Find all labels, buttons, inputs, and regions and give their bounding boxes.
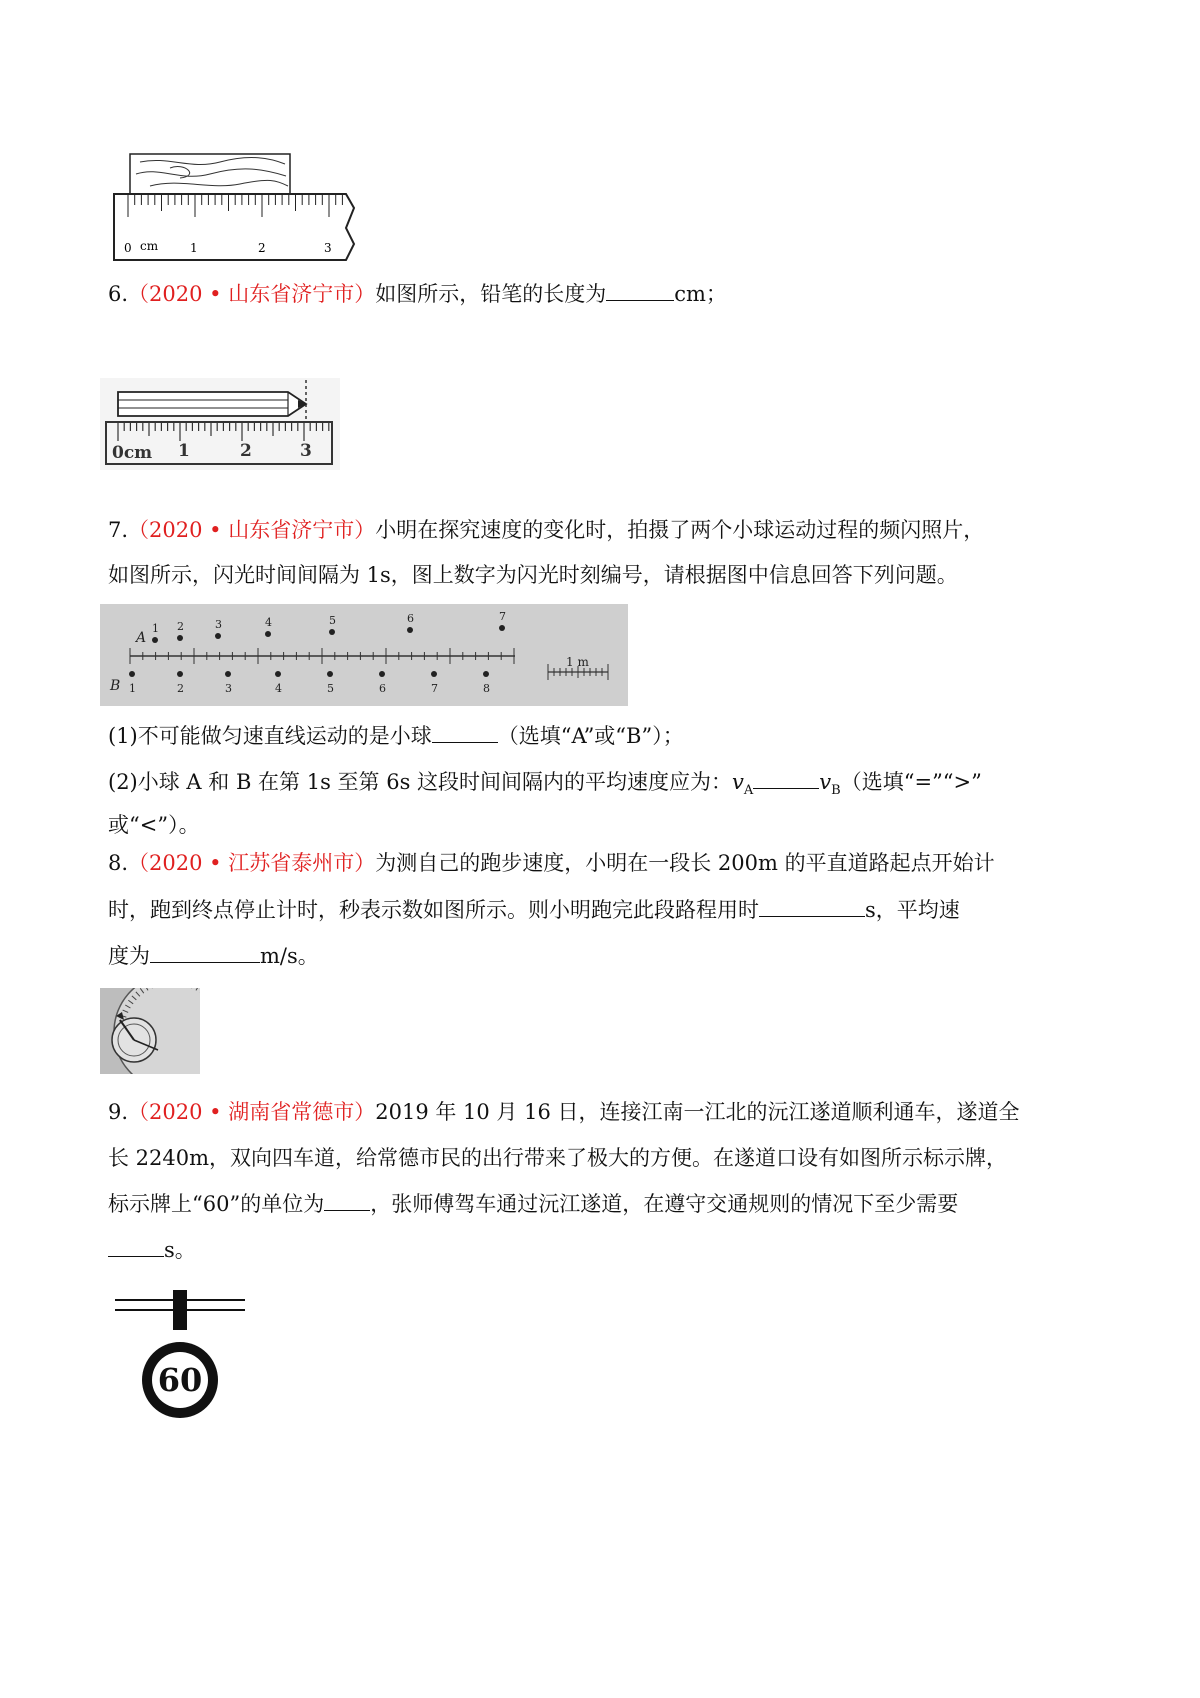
q9-line3: [108, 1188, 958, 1219]
stopwatch-figure: [100, 988, 200, 1074]
q7-text-2: 如图所示，闪光时间间隔为 1s，图上数字为闪光时刻编号，请根据图中信息回答下列问题。: [108, 563, 958, 587]
ball-a-position: [152, 637, 158, 643]
q7-sub1-text: (1)不可能做匀速直线运动的是小球: [108, 724, 432, 748]
q7-source: （2020 • 山东省济宁市）: [128, 518, 376, 542]
ball-b-number: 4: [275, 682, 282, 695]
q9-time-blank[interactable]: [108, 1234, 164, 1257]
q6-unit: cm；: [674, 282, 727, 306]
ball-b-position: [275, 671, 281, 677]
ball-b-position: [483, 671, 489, 677]
ball-b-position: [129, 671, 135, 677]
ball-b-position: [431, 671, 437, 677]
q6-text: 如图所示，铅笔的长度为: [375, 282, 607, 306]
ball-a-number: 6: [407, 612, 414, 625]
q6-source: （2020 • 山东省济宁市）: [128, 282, 376, 306]
q7-sub2-text: (2)小球 A 和 B 在第 1s 至第 6s 这段时间间隔内的平均速度应为：: [108, 770, 733, 794]
speed-limit-value: 60: [157, 1361, 203, 1399]
q8-text-2: 时，跑到终点停止计时，秒表示数如图所示。则小明跑完此段路程用时: [108, 898, 759, 922]
ruler2-label-0cm: 0cm: [112, 443, 153, 463]
ball-b-number: 7: [431, 682, 438, 695]
ball-a-label: A: [136, 630, 147, 646]
ball-b-number: 1: [129, 682, 136, 695]
ball-a-number: 4: [265, 616, 272, 629]
ball-a-number: 2: [177, 620, 184, 633]
q6-answer-blank[interactable]: [606, 278, 674, 301]
q7-sub1-blank[interactable]: [432, 720, 498, 743]
q8-line3: [108, 940, 319, 971]
ball-b-label: B: [110, 678, 121, 694]
pencil-ruler-figure: [100, 378, 340, 470]
q9-source: （2020 • 湖南省常德市）: [128, 1100, 376, 1124]
q7-number: 7.: [108, 518, 129, 542]
ball-b-position: [225, 671, 231, 677]
ball-b-position: [327, 671, 333, 677]
q8-number: 8.: [108, 851, 129, 875]
scale-label: 1 m: [566, 655, 589, 669]
q9-text-3: 标示牌上“60”的单位为: [108, 1192, 325, 1216]
ruler1-label-2: 2: [258, 241, 266, 255]
ball-b-position: [379, 671, 385, 677]
q7-sub2-blank[interactable]: [753, 766, 819, 789]
q7-sub2: [108, 766, 982, 806]
q7-line2: [108, 560, 958, 590]
q9-line4: [108, 1234, 196, 1265]
q7-sub1: [108, 720, 684, 751]
q8-speed-blank[interactable]: [150, 940, 260, 963]
ball-a-number: 1: [152, 622, 159, 635]
q9-unit: s。: [164, 1238, 196, 1262]
q8-text-3: 度为: [108, 944, 150, 968]
ruler1-label-1: 1: [190, 241, 198, 255]
ball-b-number: 8: [483, 682, 490, 695]
q7-vA: v: [732, 770, 744, 794]
q7-line1: [108, 515, 984, 545]
q7-text-1: 小明在探究速度的变化时，拍摄了两个小球运动过程的频闪照片，: [375, 518, 985, 542]
ball-a-number: 7: [499, 610, 506, 623]
flash-photo-figure: [100, 604, 628, 706]
ruler2-label-2: 2: [240, 441, 252, 461]
ball-b-number: 6: [379, 682, 386, 695]
q8-text-2b: s，平均速: [865, 898, 960, 922]
q7-vA-sub: A: [743, 783, 754, 799]
ball-b-number: 5: [327, 682, 334, 695]
ball-a-number: 5: [329, 614, 336, 627]
q7-sub2-choice-2: 或“<”）。: [108, 813, 200, 837]
ball-b-position: [177, 671, 183, 677]
q9-unit-blank[interactable]: [324, 1188, 370, 1211]
q7-sub2-choice: （选填“=”“>”: [840, 770, 982, 794]
ball-a-number: 3: [215, 618, 222, 631]
ball-b-number: 3: [225, 682, 232, 695]
q7-sub2-cont: [108, 810, 200, 840]
q8-line1: [108, 848, 995, 878]
q8-source: （2020 • 江苏省泰州市）: [128, 851, 376, 875]
q7-vB: v: [819, 770, 832, 794]
q9-text-2: 长 2240m，双向四车道，给常德市民的出行带来了极大的方便。在遂道口设有如图所示标示牌，: [108, 1146, 1008, 1170]
ball-a-position: [215, 633, 221, 639]
ball-a-position: [499, 625, 505, 631]
q7-vB-sub: B: [831, 783, 841, 799]
ball-a-position: [329, 629, 335, 635]
q9-number: 9.: [108, 1100, 129, 1124]
ruler-wood-figure: [110, 148, 360, 266]
ruler2-label-1: 1: [178, 441, 190, 461]
speed-limit-sign: [115, 1288, 247, 1420]
q6-line: [108, 278, 727, 309]
ruler2-label-3: 3: [300, 441, 312, 461]
q9-line2: [108, 1143, 1007, 1173]
q8-line2: [108, 894, 960, 925]
ruler1-label-3: 3: [324, 241, 332, 255]
ball-a-position: [265, 631, 271, 637]
ball-a-position: [177, 635, 183, 641]
q8-text-1: 为测自己的跑步速度，小明在一段长 200m 的平直道路起点开始计: [375, 851, 995, 875]
q8-time-blank[interactable]: [759, 894, 865, 917]
q8-unit: m/s。: [260, 944, 319, 968]
q7-sub1-choice: （选填“A”或“B”）；: [497, 724, 684, 748]
q9-text-1: 2019 年 10 月 16 日，连接江南一江北的沅江遂道顺利通车，遂道全: [375, 1100, 1020, 1124]
ruler1-label-cm: cm: [140, 239, 159, 253]
ruler1-label-0: 0: [124, 241, 132, 255]
q6-number: 6.: [108, 282, 129, 306]
ball-a-position: [407, 627, 413, 633]
q9-text-3b: ，张师傅驾车通过沅江遂道，在遵守交通规则的情况下至少需要: [370, 1192, 959, 1216]
ball-b-number: 2: [177, 682, 184, 695]
q9-line1: [108, 1097, 1020, 1127]
